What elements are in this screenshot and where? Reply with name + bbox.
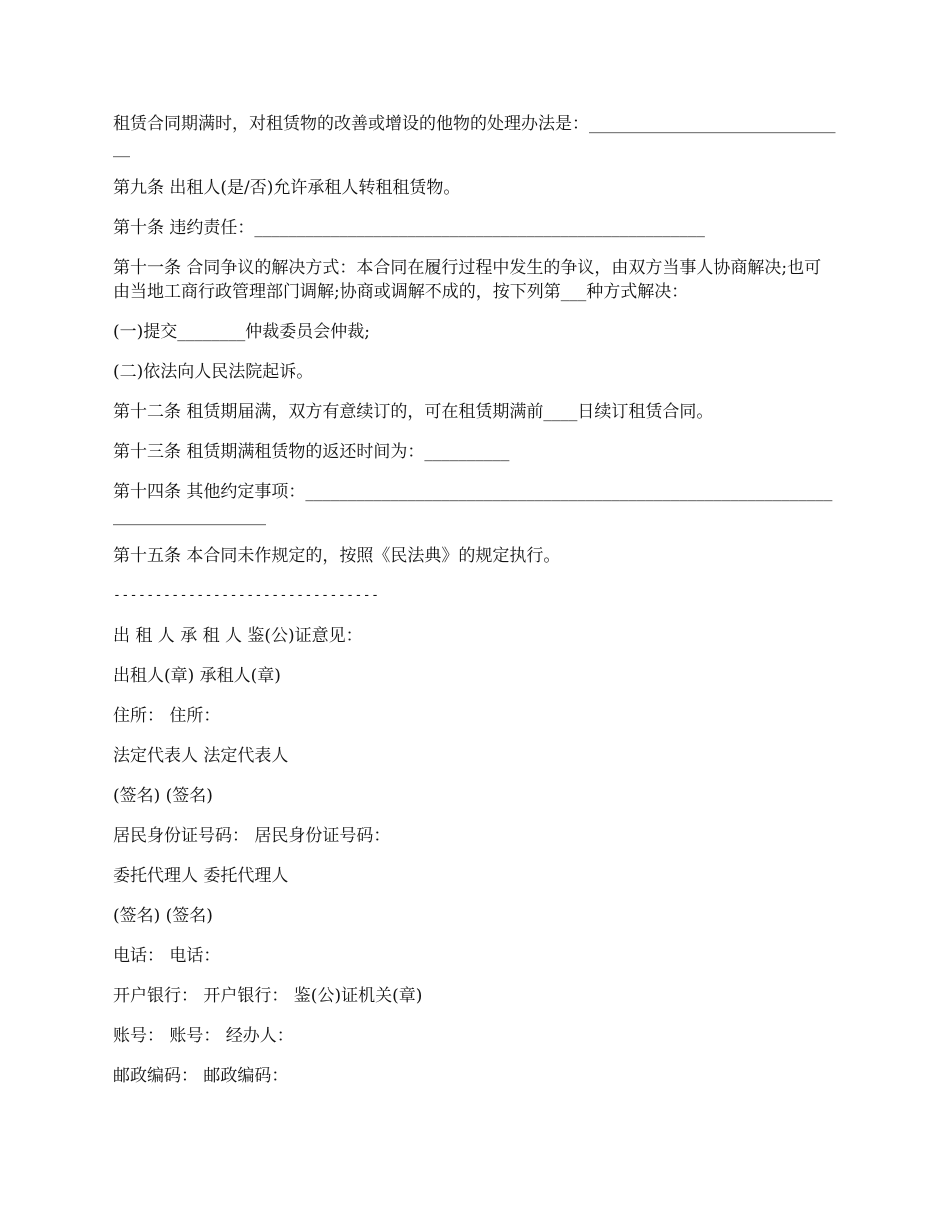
clause-11-option-2: (二)依法向人民法院起诉。 bbox=[113, 362, 314, 382]
postal-code-line: 邮政编码： 邮政编码： bbox=[113, 1066, 289, 1086]
document-page bbox=[113, 112, 837, 1104]
phone-line: 电话： 电话： bbox=[113, 946, 221, 966]
clause-15: 第十五条 本合同未作规定的，按照《民法典》的规定执行。 bbox=[113, 546, 561, 566]
seal-line: 出租人(章) 承租人(章) bbox=[113, 666, 281, 686]
signature-header: 出 租 人 承 租 人 鉴(公)证意见： bbox=[113, 626, 363, 646]
clause-12: 第十二条 租赁期届满，双方有意续订的，可在租赁期满前____日续订租赁合同。 bbox=[113, 402, 714, 422]
clause-13: 第十三条 租赁期满租赁物的返还时间为：__________ bbox=[113, 442, 510, 462]
clause-14: 第十四条 其他约定事项：________________________________________________________________________________ bbox=[113, 482, 833, 526]
legal-rep-line: 法定代表人 法定代表人 bbox=[113, 746, 289, 766]
account-line: 账号： 账号： 经办人： bbox=[113, 1026, 294, 1046]
signature-line-2: (签名) (签名) bbox=[113, 906, 213, 926]
address-line: 住所： 住所： bbox=[113, 706, 221, 726]
agent-line: 委托代理人 委托代理人 bbox=[113, 866, 289, 886]
clause-10: 第十条 违约责任：_____________________________________________________ bbox=[113, 218, 705, 238]
clause-11-option-1: (一)提交________仲裁委员会仲裁; bbox=[113, 322, 370, 342]
signature-line-1: (签名) (签名) bbox=[113, 786, 213, 806]
clause-9: 第九条 出租人(是/否)允许承租人转租租赁物。 bbox=[113, 178, 461, 198]
clause-8-continuation: 租赁合同期满时，对租赁物的改善或增设的他物的处理办法是：_______________________________ bbox=[113, 114, 836, 158]
bank-line: 开户银行： 开户银行： 鉴(公)证机关(章) bbox=[113, 986, 423, 1006]
clause-11: 第十一条 合同争议的解决方式：本合同在履行过程中发生的争议，由双方当事人协商解决;也可由当地工商行政管理部门调解;协商或调解不成的，按下列第___种方式解决： bbox=[113, 258, 822, 302]
id-number-line: 居民身份证号码： 居民身份证号码： bbox=[113, 826, 391, 846]
separator-line: -------------------------------- bbox=[113, 588, 380, 603]
